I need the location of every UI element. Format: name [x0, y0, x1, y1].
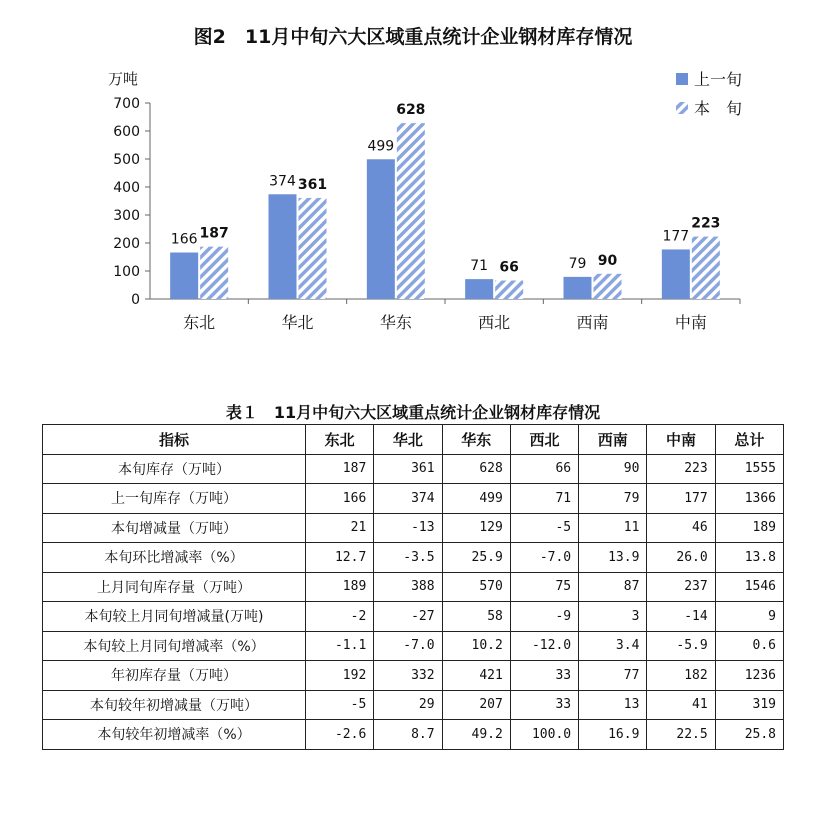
table-cell: 166	[306, 484, 374, 514]
table-row	[43, 631, 784, 661]
header-region: 总计	[715, 425, 783, 455]
table-cell: 13.8	[715, 543, 783, 573]
bar-prev	[269, 194, 297, 299]
data-label: 628	[396, 102, 426, 119]
table-cell: 100.0	[510, 720, 578, 750]
table-cell: 79	[579, 484, 647, 514]
data-label: 71	[470, 258, 489, 275]
row-label: 年初库存量（万吨）	[43, 661, 306, 691]
table-cell: -5	[306, 690, 374, 720]
row-label: 本旬较年初增减率（%）	[43, 720, 306, 750]
bar-curr	[200, 247, 228, 299]
bar-prev	[170, 253, 198, 299]
table-header-row	[43, 425, 784, 455]
table-cell: 26.0	[647, 543, 715, 573]
x-tick-label: 西南	[576, 313, 609, 332]
header-region: 东北	[306, 425, 374, 455]
table-cell: 25.9	[442, 543, 510, 573]
bar-curr	[495, 281, 523, 299]
header-region: 西北	[510, 425, 578, 455]
chart-title: 图2 11月中旬六大区域重点统计企业钢材库存情况	[193, 26, 633, 48]
table-cell: 1555	[715, 454, 783, 484]
data-label: 499	[367, 138, 395, 155]
x-tick-label: 华北	[281, 313, 314, 332]
inventory-table	[42, 424, 784, 750]
table-cell: 374	[374, 484, 442, 514]
table-cell: 77	[579, 661, 647, 691]
y-tick-label: 0	[131, 292, 140, 308]
table-cell: -1.1	[306, 631, 374, 661]
table-row	[43, 484, 784, 514]
table-cell: 421	[442, 661, 510, 691]
row-label: 上一旬库存（万吨）	[43, 484, 306, 514]
header-region: 中南	[647, 425, 715, 455]
y-axis-label: 万吨	[108, 70, 139, 88]
data-label: 187	[199, 225, 229, 242]
table-cell: -9	[510, 602, 578, 632]
header-region: 华东	[442, 425, 510, 455]
table-cell: -5.9	[647, 631, 715, 661]
y-tick-label: 100	[113, 264, 140, 280]
table-row	[43, 720, 784, 750]
table-cell: 49.2	[442, 720, 510, 750]
table-cell: 12.7	[306, 543, 374, 573]
table-cell: 388	[374, 572, 442, 602]
table-cell: 29	[374, 690, 442, 720]
data-label: 374	[269, 173, 296, 190]
table-cell: -27	[374, 602, 442, 632]
table-cell: -2.6	[306, 720, 374, 750]
table-cell: 58	[442, 602, 510, 632]
y-tick-label: 600	[113, 124, 140, 140]
data-label: 177	[662, 228, 690, 245]
table-cell: 25.8	[715, 720, 783, 750]
table-cell: 0.6	[715, 631, 783, 661]
table-cell: 10.2	[442, 631, 510, 661]
table-row	[43, 661, 784, 691]
table-cell: 3	[579, 602, 647, 632]
data-label: 90	[597, 252, 618, 269]
table-cell: 11	[579, 513, 647, 543]
table-cell: 90	[579, 454, 647, 484]
x-tick-label: 东北	[183, 313, 216, 332]
bar-prev	[465, 279, 493, 299]
table-cell: 46	[647, 513, 715, 543]
table-cell: 41	[647, 690, 715, 720]
table-cell: -7.0	[374, 631, 442, 661]
table-row	[43, 690, 784, 720]
row-label: 本旬增减量（万吨）	[43, 513, 306, 543]
table-cell: 332	[374, 661, 442, 691]
table-cell: 187	[306, 454, 374, 484]
table-cell: 1236	[715, 661, 783, 691]
table-cell: 207	[442, 690, 510, 720]
row-label: 上月同旬库存量（万吨）	[43, 572, 306, 602]
header-region: 华北	[374, 425, 442, 455]
table-cell: 33	[510, 690, 578, 720]
header-region: 西南	[579, 425, 647, 455]
table-cell: -2	[306, 602, 374, 632]
table-cell: -14	[647, 602, 715, 632]
table-row	[43, 543, 784, 573]
table-row	[43, 572, 784, 602]
legend-swatch	[676, 73, 688, 85]
bar-curr	[594, 274, 622, 299]
table-cell: 192	[306, 661, 374, 691]
table-cell: -5	[510, 513, 578, 543]
table-cell: -3.5	[374, 543, 442, 573]
row-label: 本旬较年初增减量（万吨）	[43, 690, 306, 720]
data-label: 166	[170, 231, 198, 248]
bar-prev	[564, 277, 592, 299]
legend-swatch	[676, 102, 688, 114]
table-row	[43, 513, 784, 543]
row-label: 本旬较上月同旬增减率（%）	[43, 631, 306, 661]
y-tick-label: 200	[113, 236, 140, 252]
table-cell: 182	[647, 661, 715, 691]
table-cell: 1366	[715, 484, 783, 514]
x-tick-label: 中南	[674, 313, 707, 332]
bar-curr	[692, 237, 720, 299]
bar-prev	[367, 159, 395, 299]
row-label: 本旬环比增减率（%）	[43, 543, 306, 573]
table-row	[43, 602, 784, 632]
bar-curr	[397, 123, 425, 299]
data-label: 361	[297, 176, 328, 193]
data-label: 66	[499, 259, 519, 276]
table-cell: 16.9	[579, 720, 647, 750]
table-cell: 3.4	[579, 631, 647, 661]
table-cell: 9	[715, 602, 783, 632]
table-cell: -12.0	[510, 631, 578, 661]
table-cell: 87	[579, 572, 647, 602]
table-cell: 189	[715, 513, 783, 543]
header-indicator: 指标	[43, 425, 306, 455]
table-cell: 499	[442, 484, 510, 514]
table-cell: 13	[579, 690, 647, 720]
x-tick-label: 华东	[379, 313, 412, 332]
table-cell: 22.5	[647, 720, 715, 750]
row-label: 本旬库存（万吨）	[43, 454, 306, 484]
table-cell: 628	[442, 454, 510, 484]
y-tick-label: 400	[113, 180, 140, 196]
bar-chart	[0, 0, 826, 390]
table-cell: 177	[647, 484, 715, 514]
table-cell: 13.9	[579, 543, 647, 573]
y-tick-label: 700	[113, 96, 140, 112]
table-cell: 319	[715, 690, 783, 720]
legend-label: 本 旬	[694, 99, 743, 118]
table-cell: 189	[306, 572, 374, 602]
table-cell: 71	[510, 484, 578, 514]
table-cell: 21	[306, 513, 374, 543]
table-row	[43, 454, 784, 484]
table-cell: 8.7	[374, 720, 442, 750]
data-label: 223	[691, 215, 721, 232]
table-cell: 237	[647, 572, 715, 602]
table-cell: -13	[374, 513, 442, 543]
table-cell: 223	[647, 454, 715, 484]
table-cell: 1546	[715, 572, 783, 602]
x-tick-label: 西北	[478, 313, 511, 332]
table-cell: 361	[374, 454, 442, 484]
row-label: 本旬较上月同旬增减量(万吨)	[43, 602, 306, 632]
y-tick-label: 300	[113, 208, 140, 224]
table-cell: 66	[510, 454, 578, 484]
table-cell: 570	[442, 572, 510, 602]
bar-curr	[299, 198, 327, 299]
table-cell: 33	[510, 661, 578, 691]
data-label: 79	[568, 255, 587, 272]
table-cell: 129	[442, 513, 510, 543]
legend-label: 上一旬	[694, 70, 743, 89]
y-tick-label: 500	[113, 152, 140, 168]
table-title: 表１ 11月中旬六大区域重点统计企业钢材库存情况	[225, 403, 601, 422]
bar-prev	[662, 249, 690, 299]
table-cell: 75	[510, 572, 578, 602]
table-cell: -7.0	[510, 543, 578, 573]
